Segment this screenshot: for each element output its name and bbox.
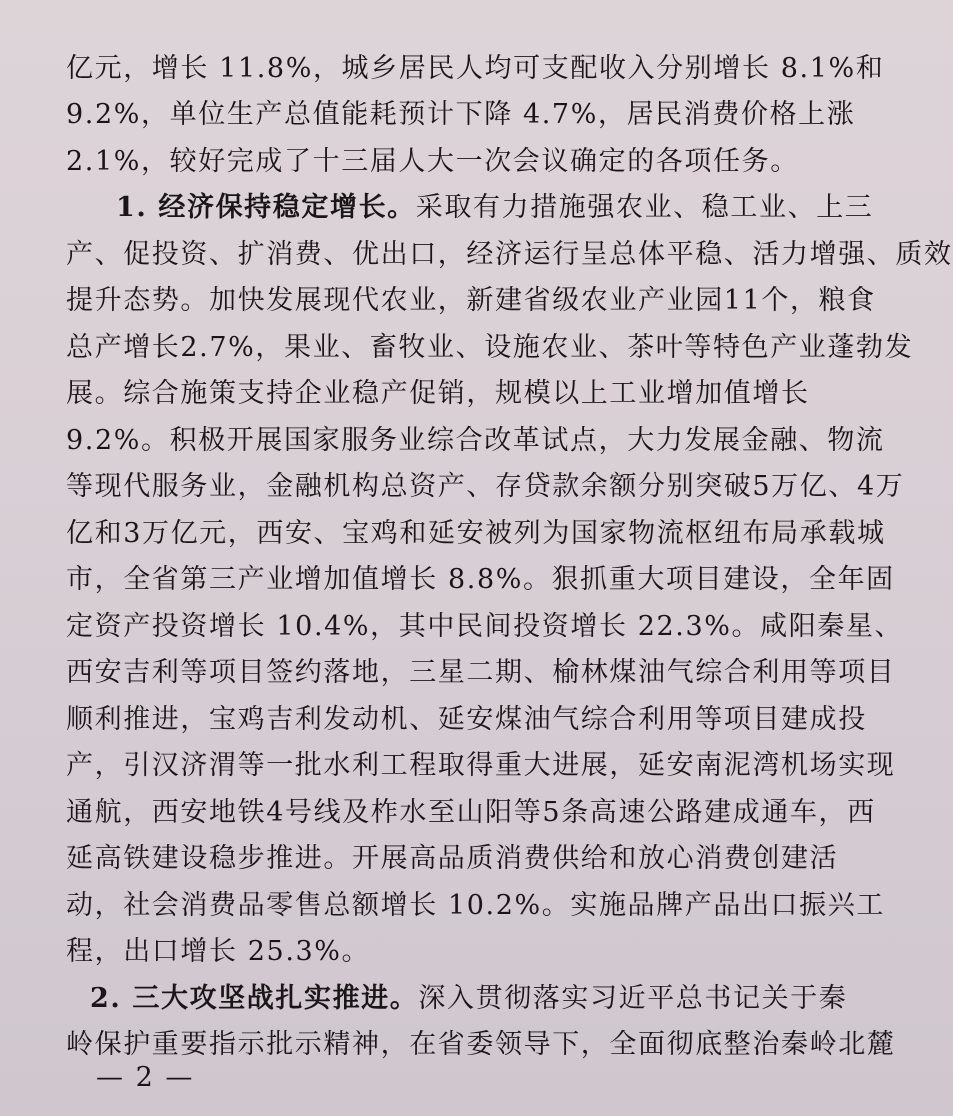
body-line: 通航，西安地铁4号线及柞水至山阳等5条高速公路建成通车，西 bbox=[66, 797, 876, 828]
body-line: 定资产投资增长 10.4%，其中民间投资增长 22.3%。咸阳秦星、 bbox=[66, 611, 904, 642]
body-line: 程，出口增长 25.3%。 bbox=[66, 936, 371, 967]
body-line: 展。综合施策支持企业稳产促销，规模以上工业增加值增长 bbox=[66, 378, 810, 409]
body-line: 顺利推进，宝鸡吉利发动机、延安煤油气综合利用等项目建成投 bbox=[66, 704, 867, 735]
body-line: 动，社会消费品零售总额增长 10.2%。实施品牌产品出口振兴工 bbox=[66, 890, 885, 921]
body-line: 亿和3万亿元，西安、宝鸡和延安被列为国家物流枢纽布局承载城 bbox=[66, 518, 886, 549]
section-2-first-line bbox=[90, 982, 847, 1016]
body-line: 西安吉利等项目签约落地，三星二期、榆林煤油气综合利用等项目 bbox=[66, 657, 896, 688]
body-line: 等现代服务业，金融机构总资产、存贷款余额分别突破5万亿、4万 bbox=[66, 471, 905, 502]
section-heading: 2. 三大攻坚战扎实推进。 bbox=[90, 983, 419, 1014]
body-line: 提升态势。加快发展现代农业，新建省级农业产业园11个，粮食 bbox=[66, 285, 876, 316]
body-line: 亿元，增长 11.8%，城乡居民人均可支配收入分别增长 8.1%和 bbox=[66, 53, 885, 84]
section-1-first-line bbox=[116, 191, 873, 225]
body-line: 岭保护重要指示批示精神，在省委领导下，全面彻底整治秦岭北麓 bbox=[66, 1029, 896, 1060]
body-text: 深入贯彻落实习近平总书记关于秦 bbox=[418, 983, 848, 1014]
body-line: 产，引汉济渭等一批水利工程取得重大进展，延安南泥湾机场实现 bbox=[66, 750, 896, 781]
body-line: 9.2%，单位生产总值能耗预计下降 4.7%，居民消费价格上涨 bbox=[66, 99, 856, 130]
body-line: 总产增长2.7%，果业、畜牧业、设施农业、茶叶等特色产业蓬勃发 bbox=[66, 332, 914, 363]
page-number: — 2 — bbox=[96, 1062, 195, 1093]
body-line: 延高铁建设稳步推进。开展高品质消费供给和放心消费创建活 bbox=[66, 843, 839, 874]
body-line: 2.1%，较好完成了十三届人大一次会议确定的各项任务。 bbox=[66, 146, 799, 177]
body-line: 9.2%。积极开展国家服务业综合改革试点，大力发展金融、物流 bbox=[66, 425, 885, 456]
section-heading: 1. 经济保持稳定增长。 bbox=[116, 192, 416, 223]
body-line: 市，全省第三产业增加值增长 8.8%。狠抓重大项目建设，全年固 bbox=[66, 564, 895, 595]
body-text: 采取有力措施强农业、稳工业、上三 bbox=[415, 192, 874, 223]
body-line: 产、促投资、扩消费、优出口，经济运行呈总体平稳、活力增强、质效 bbox=[66, 239, 953, 270]
